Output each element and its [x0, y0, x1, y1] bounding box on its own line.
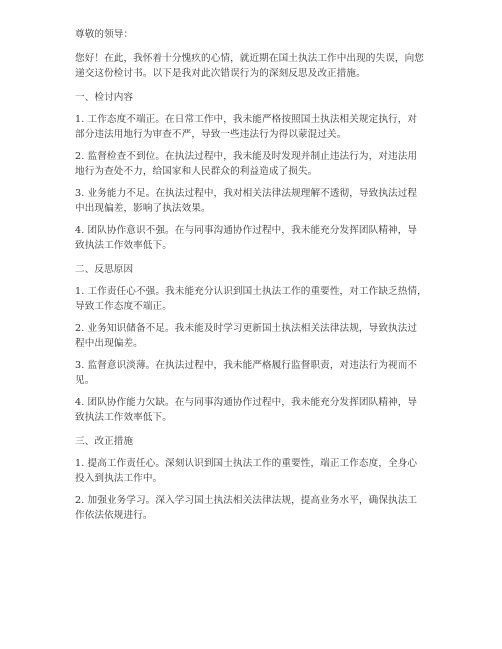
item-line: 中出现偏差，影响了执法效果。: [75, 203, 211, 214]
item-line: 作依法依规进行。: [75, 510, 153, 521]
list-item: [75, 186, 445, 216]
list-item: [75, 321, 445, 351]
item-line: 1. 工作态度不端正。在日常工作中，我未能严格按照国土执法相关规定执行，对: [75, 114, 418, 125]
intro-line: 递交这份检讨书。以下是我对此次错误行为的深刻反思及改正措施。: [75, 68, 366, 79]
item-line: 投入到执法工作中。: [75, 473, 163, 484]
section-heading: 二、反思原因: [75, 264, 134, 275]
list-item: [75, 149, 445, 179]
item-line: 3. 业务能力不足。在执法过程中，我对相关法律法规理解不透彻，导致执法过程: [75, 188, 418, 199]
item-line: 3. 监督意识淡薄。在执法过程中，我未能严格履行监督职责，对违法行为视而不: [75, 360, 418, 371]
item-line: 2. 加强业务学习。深入学习国土执法相关法律法规，提高业务水平，确保执法工: [75, 495, 418, 506]
item-line: 4. 团队协作意识不强。在与同事沟通协作过程中，我未能充分发挥团队精神，导: [75, 225, 418, 236]
item-line: 2. 监督检查不到位。在执法过程中，我未能及时发现并制止违法行为，对违法用: [75, 151, 418, 162]
list-item: [75, 395, 445, 425]
list-item: [75, 223, 445, 253]
item-line: 地行为查处不力，给国家和人民群众的利益造成了损失。: [75, 166, 318, 177]
section-heading: 一、检讨内容: [75, 92, 134, 103]
letter-body: [75, 27, 445, 523]
item-line: 4. 团队协作能力欠缺。在与同事沟通协作过程中，我未能充分发挥团队精神，导: [75, 397, 418, 408]
list-item: [75, 358, 445, 388]
intro-paragraph: [75, 51, 445, 81]
item-line: 致执法工作效率低下。: [75, 240, 172, 251]
item-line: 1. 工作责任心不强。我未能充分认识到国土执法工作的重要性，对工作缺乏热情，: [75, 286, 427, 297]
greeting: 尊敬的领导：: [75, 29, 134, 40]
item-line: 1. 提高工作责任心。深刻认识到国土执法工作的重要性，端正工作态度，全身心: [75, 458, 418, 469]
item-line: 2. 业务知识储备不足。我未能及时学习更新国土执法相关法律法规，导致执法过: [75, 323, 418, 334]
section-heading: 三、改正措施: [75, 436, 134, 447]
item-line: 导致工作态度不端正。: [75, 301, 172, 312]
item-line: 部分违法用地行为审查不严，导致一些违法行为得以蒙混过关。: [75, 129, 347, 140]
list-item: [75, 112, 445, 142]
list-item: [75, 456, 445, 486]
intro-line: 您好！在此，我怀着十分愧疚的心情，就近期在国土执法工作中出现的失误，向您: [75, 53, 424, 64]
item-line: 程中出现偏差。: [75, 338, 143, 349]
list-item: [75, 284, 445, 314]
list-item: [75, 493, 445, 523]
item-line: 见。: [75, 375, 95, 386]
item-line: 致执法工作效率低下。: [75, 412, 172, 423]
